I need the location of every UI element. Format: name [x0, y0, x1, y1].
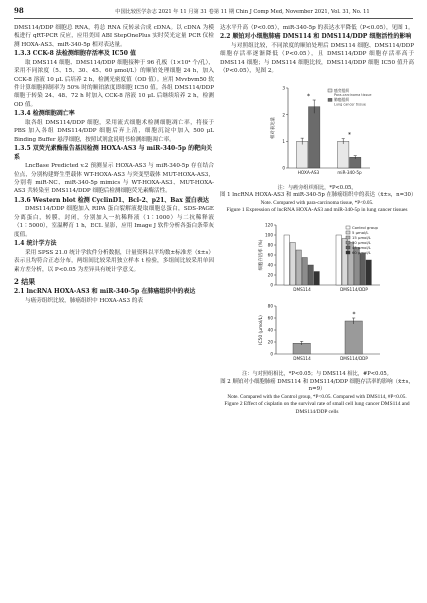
legend-swatch: [328, 89, 332, 92]
bar: [308, 265, 313, 285]
intro-paragraph: DMS114/DDP 细胞总 RNA，将总 RNA 反转录合成 cDNA。以 cDNA 为模板进行 qRT-PCR 反应，应用美国 ABI StepOnePlus 实时荧光定量 PCR 仪检测 HOXA-AS3、miR-340-5p 相对表达量。: [14, 25, 214, 48]
section-1-3-4-title: 1.3.4 检测细胞凋亡率: [14, 110, 75, 118]
section-2-1-title: 2.1 lncRNA HOXA-AS3 和 miR-340-5p 在肺癌组织中的表达: [14, 288, 196, 296]
legend-label-en: Lung cancer tissue: [334, 102, 366, 107]
legend-label: 15 μmol/L: [352, 234, 371, 240]
legend-swatch: [346, 251, 350, 254]
bar: [336, 235, 341, 285]
legend-swatch: [328, 98, 332, 101]
legend-label: 肺癌组织: [334, 96, 350, 102]
right-column: [220, 24, 417, 416]
y-tick-label: 1: [282, 138, 285, 144]
legend-label: 30 μmol/L: [352, 239, 371, 245]
x-tick-label: DMS114/DDP: [340, 286, 368, 292]
figure-1-caption-en: Figure 1 Expression of lncRNA HOXA-AS3 and miR-340-5p in lung cancer tissues: [226, 207, 408, 214]
figure-2a-chart: [220, 219, 414, 297]
x-tick-label: DMS114: [293, 356, 311, 362]
y-tick-label: 100: [265, 232, 273, 238]
y-tick-label: 20: [267, 339, 273, 345]
y-tick-label: 0: [270, 282, 273, 288]
section-2-1-body: 与癌旁组织比较，肺癌组织中 HOXA-AS3 的表: [25, 297, 143, 304]
significance-mark: *: [348, 131, 351, 139]
legend-swatch: [346, 231, 350, 234]
y-tick-label: 80: [267, 303, 273, 309]
bar: [342, 238, 347, 285]
results-continued-paragraph: 达水平升高（P<0.05），miR-340-5p 的表达水平降低（P<0.05），见图 1。: [220, 25, 414, 31]
legend-swatch: [346, 226, 350, 229]
y-tick-label: 80: [267, 242, 273, 248]
y-tick-label: 20: [267, 272, 273, 278]
legend-label: Control group: [352, 224, 378, 230]
figure-2-note-cn: 注：与对照组相比，*P<0.05；与 DMS114 相比，#P<0.05。: [242, 371, 392, 378]
x-tick-label: DMS114/DDP: [340, 356, 368, 362]
bar: [350, 157, 361, 168]
section-1-3-5-title: 1.3.5 双荧光素酶报告基因检测 HOXA-AS3 与 miR-340-5p 的靶向关系: [14, 145, 213, 161]
x-tick-label: HOXA-AS3: [297, 169, 320, 175]
figure-2b-chart: [220, 300, 414, 366]
section-1-4-body: 采用 SPSS 21.0 统计学软件分析数据，计量资料以平均数±标准差（x̄±s）表示且均符合正态分布，两组间比较采用独立样本 t 检验，多组间比较采用单因素方差分析，以 P<0.05 为差异具有统计学意义。: [14, 249, 214, 273]
y-tick-label: 60: [267, 252, 273, 258]
section-1-3-3-title: 1.3.3 CCK-8 法检测细胞存活率及 IC50 值: [14, 50, 136, 58]
bar: [290, 242, 295, 285]
section-1-3-4-body: 取各组 DMS114/DDP 细胞，采用流式细胞术检测细胞凋亡率，将接于 PBS 加入各组 DMS114/DDP 细胞后弃上清，细胞沉淀中加入 500 μL Binding Buffer 悬浮细胞，按照试剂盒说明书检测细胞凋亡率。: [14, 119, 214, 143]
section-1-3-5-body: LncBase Predicted v.2 预测显示 HOXA-AS3 与 miR-340-5p 存在结合位点，分别构建野生型载体 WT-HOXA-AS3 与突变型载体 MUT-HOXA-AS3，分别将 miR-NC、miR-340-5p mimics 与 WT-HOXA-AS3、MUT-HOXA-AS3 共转染至 DMS114/DDP 细胞后检测细胞荧光素酶活性。: [14, 163, 214, 195]
figure-1-caption-cn: 图 1 lncRNA HOXA-AS3 和 miR-340-5p 在肺癌组织中的表达（x̄±s，n=30）: [220, 192, 417, 199]
y-tick-label: 3: [282, 85, 285, 91]
figure-2-note-en: Note. Compared with the Control group, *P<0.05. Compared with DMS114, #P<0.05.: [227, 393, 407, 400]
bar: [302, 257, 307, 285]
page-number: 98: [14, 6, 24, 15]
y-tick-label: 40: [267, 262, 273, 268]
section-1-3-6-title: 1.3.6 Western blot 检测 CyclinD1、Bcl-2、p21、Bax 蛋白表达: [14, 196, 209, 204]
legend-label: 60 μmol/L: [352, 249, 371, 255]
legend-label-en: Para-carcinoma tissue: [334, 92, 372, 97]
x-tick-label: DMS114: [293, 286, 311, 292]
legend-swatch: [346, 241, 350, 244]
y-tick-label: 40: [267, 327, 273, 333]
legend-swatch: [346, 246, 350, 249]
figure-1: [220, 80, 414, 183]
section-2-title: 2 结果: [14, 276, 36, 286]
bar: [284, 235, 289, 285]
y-axis-label: IC50 (μmol/L): [259, 315, 264, 345]
figure-1-note-cn: 注：与癌旁组织相比，*P<0.05。: [277, 185, 357, 192]
section-1-3-3-body: 取 DMS114 细胞、DMS114/DDP 细胞接种于 96 孔板（1×10⁴ 个/孔），采用不同浓度（5、15、30、45、60 μmol/L）的顺铂处理细胞 24 h，加入 CCK-8 溶液 10 μL 后培养 2 h，检测光密度值（OD 值）。应用 Mvvbvm50 软件计算细胞抑制率为 50% 时的顺铂浓度即细胞 IC50 值。各组 DMS114/DDP 细胞于转染 24、48、72 h 时加入 CCK-8 溶液 10 μL 后继续培养 2 h，检测 OD 值。: [14, 59, 214, 108]
y-tick-label: 2: [282, 111, 285, 117]
running-header: [14, 6, 413, 19]
legend-label: 45 μmol/L: [352, 244, 371, 250]
y-axis-label: 相对表达量: [271, 116, 276, 139]
y-tick-label: 0: [270, 351, 273, 357]
y-tick-label: 120: [265, 222, 273, 228]
figure-1-chart: [220, 80, 414, 180]
bar: [338, 141, 349, 168]
bar: [297, 141, 308, 168]
bar: [309, 106, 320, 167]
y-tick-label: 0: [282, 165, 285, 171]
left-column: [14, 24, 214, 305]
section-1-4-title: 1.4 统计学方法: [14, 240, 57, 248]
bar: [345, 321, 362, 354]
legend-swatch: [346, 236, 350, 239]
x-tick-label: miR-340-5p: [337, 169, 362, 175]
legend-label: 癌旁组织: [334, 87, 350, 93]
y-tick-label: 60: [267, 315, 273, 321]
section-2-2-body: 与对照组比较，不同浓度的顺铂处理后 DMS114 细胞、DMS114/DDP 细胞存活率逐渐降低（P<0.05），且 DMS114/DDP 细胞存活率高于 DMS114 细胞；与 DMS114 细胞比较，DMS114/DDP 细胞 IC50 值升高（P<0.05），见图 2。: [220, 43, 414, 75]
section-1-3-6-body: DMS114/DDP 细胞加入 RIPA 蛋白裂解液提取细胞总蛋白，SDS-PAGE 分离蛋白，转膜，封闭，分别加入一抗稀释液（1∶1000）与二抗稀释液（1∶5000），室温孵育 1 h，ECL 显影，应用 Image J 软件分析各蛋白条带灰度值。: [14, 206, 214, 238]
significance-mark: *: [307, 92, 310, 100]
figure-1-note-en: Note. Compared with para-carcinoma tissue, *P<0.05.: [260, 199, 374, 206]
significance-mark: *: [352, 311, 356, 319]
y-axis-label: 细胞存活率 (%): [259, 239, 264, 271]
journal-title-line: 中国比较医学杂志 2021 年 11 月第 31 卷第 11 期 Chin J Comp Med, November 2021, Vol. 31, No. 11: [115, 9, 370, 15]
figure-2-caption-cn: 图 2 顺铂对小细胞肺癌 DMS114 和 DMS114/DDP 细胞存活率的影响（x̄±s，n=9）: [220, 378, 414, 393]
bar: [366, 260, 371, 285]
figure-2-caption-en: Figure 2 Effect of cisplatin on the survival rate of small cell lung cancer DMS114 and DMS114/DDP cells: [224, 401, 410, 415]
bar: [296, 250, 301, 285]
legend-label: 5 μmol/L: [352, 229, 369, 235]
figure-2: [220, 219, 414, 370]
bar: [360, 253, 365, 285]
bar: [314, 271, 319, 285]
section-2-2-title: 2.2 顺铂对小细胞肺癌 DMS114 和 DMS114/DDP 细胞活性的影响: [220, 33, 412, 41]
